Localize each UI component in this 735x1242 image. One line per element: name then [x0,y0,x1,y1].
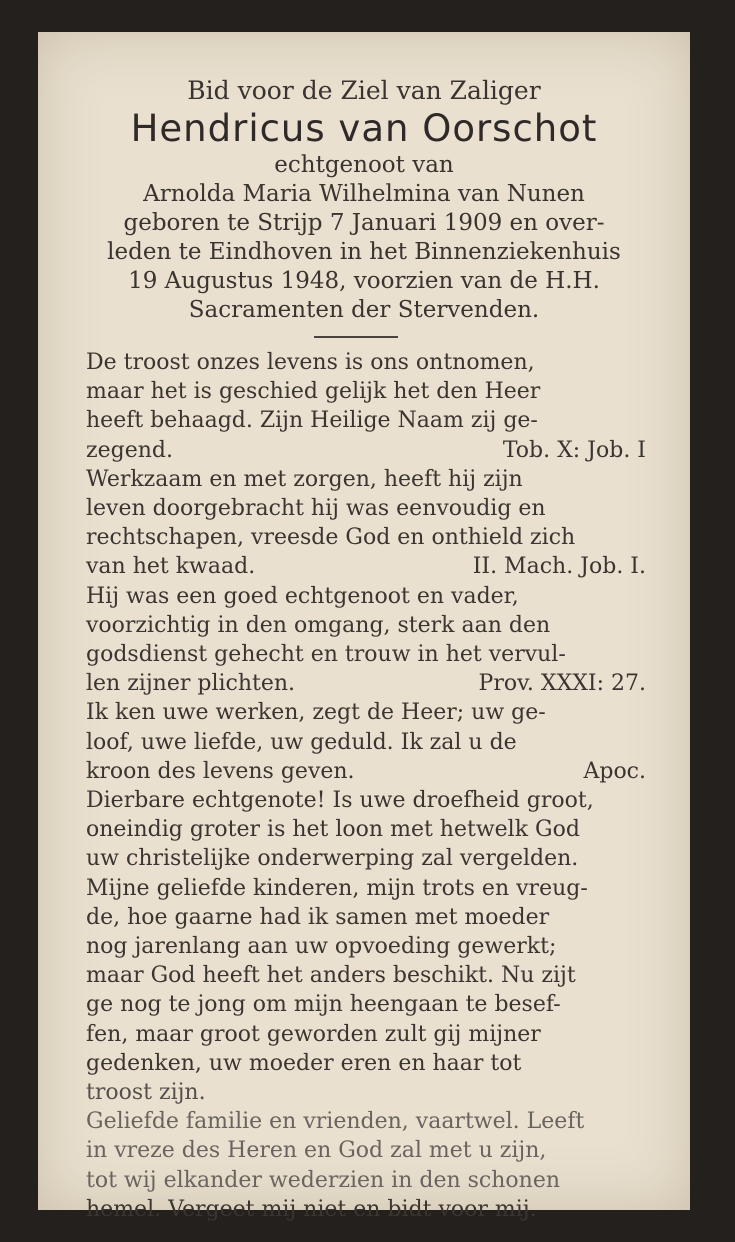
card-paper [38,32,690,1222]
text-line [86,698,646,727]
scripture-reference: Apoc. [583,758,646,784]
line-text: voorzichtig in den omgang, sterk aan den [86,612,551,638]
death-line: leden te Eindhoven in het Binnenziekenhuis [107,239,621,265]
text-line [86,815,646,844]
line-text: maar het is geschied gelijk het den Heer [86,379,541,405]
line-text: ge nog te jong om mijn heengaan te besef- [86,992,561,1018]
text-line [86,552,646,581]
line-text: nog jarenlang aan uw opvoeding gewerkt; [86,934,557,960]
scripture-reference: Prov. XXXI: 27. [478,671,646,697]
divider [314,336,398,338]
line-text: Werkzaam en met zorgen, heeft hij zijn [86,466,523,492]
text-line [86,348,646,377]
text-line [86,844,646,873]
line-text: in vreze des Heren en God zal met u zijn, [86,1138,547,1164]
deceased-name: Hendricus van Oorschot [130,107,598,150]
spouse-name: Arnolda Maria Wilhelmina van Nunen [143,181,585,207]
text-line [86,465,646,494]
line-text: hemel. Vergeet mij niet en bidt voor mij. [86,1196,537,1222]
text-line [86,961,646,990]
text-line [86,669,646,698]
birth-line: geboren te Strijp 7 Januari 1909 en over- [123,210,605,236]
text-line [86,903,646,932]
line-text: kroon des levens geven. [86,758,355,784]
line-text: fen, maar groot geworden zult gij mijner [86,1021,541,1047]
memorial-text [86,348,646,1224]
line-text: van het kwaad. [86,554,256,580]
line-text: Dierbare echtgenote! Is uwe droefheid groot, [86,788,594,814]
line-text: Mijne geliefde kinderen, mijn trots en vreug- [86,875,588,901]
line-text: loof, uwe liefde, uw geduld. Ik zal u de [86,729,517,755]
text-line [86,640,646,669]
text-line [86,1020,646,1049]
line-text: heeft behaagd. Zijn Heilige Naam zij ge- [86,408,538,434]
text-line [86,523,646,552]
card-header [38,74,690,325]
line-text: uw christelijke onderwerping zal vergelden. [86,846,579,872]
text-line [86,436,646,465]
scripture-reference: Tob. X: Job. I [502,437,646,463]
line-text: maar God heeft het anders beschikt. Nu zijt [86,963,576,989]
text-line [86,1049,646,1078]
line-text: Geliefde familie en vrienden, vaartwel. Leeft [86,1109,585,1135]
text-line [86,494,646,523]
text-line [86,582,646,611]
text-line [86,1078,646,1107]
text-line [86,1107,646,1136]
line-text: gedenken, uw moeder eren en haar tot [86,1050,522,1076]
line-text: Hij was een goed echtgenoot en vader, [86,583,519,609]
text-line [86,1195,646,1224]
spouse-intro: echtgenoot van [274,152,454,178]
text-line [86,728,646,757]
line-text: tot wij elkander wederzien in den schonen [86,1167,561,1193]
prayer-line: Bid voor de Ziel van Zaliger [187,76,541,105]
text-line [86,1136,646,1165]
text-line [86,406,646,435]
text-line [86,874,646,903]
text-line [86,611,646,640]
text-line [86,932,646,961]
line-text: godsdienst gehecht en trouw in het vervul- [86,642,566,668]
line-text: de, hoe gaarne had ik samen met moeder [86,904,550,930]
line-text: Ik ken uwe werken, zegt de Heer; uw ge- [86,700,546,726]
line-text: rechtschapen, vreesde God en onthield zich [86,525,576,551]
date-line: 19 Augustus 1948, voorzien van de H.H. [128,268,600,294]
scripture-reference: II. Mach. Job. I. [472,554,646,580]
line-text: oneindig groter is het loon met hetwelk God [86,817,580,843]
line-text: leven doorgebracht hij was eenvoudig en [86,496,546,522]
text-line [86,1166,646,1195]
text-line [86,786,646,815]
line-text: troost zijn. [86,1080,206,1106]
text-line [86,757,646,786]
text-line [86,377,646,406]
text-line [86,990,646,1019]
sacraments-line: Sacramenten der Stervenden. [188,297,540,323]
line-text: zegend. [86,437,173,463]
line-text: De troost onzes levens is ons ontnomen, [86,350,535,375]
line-text: len zijner plichten. [86,671,296,697]
